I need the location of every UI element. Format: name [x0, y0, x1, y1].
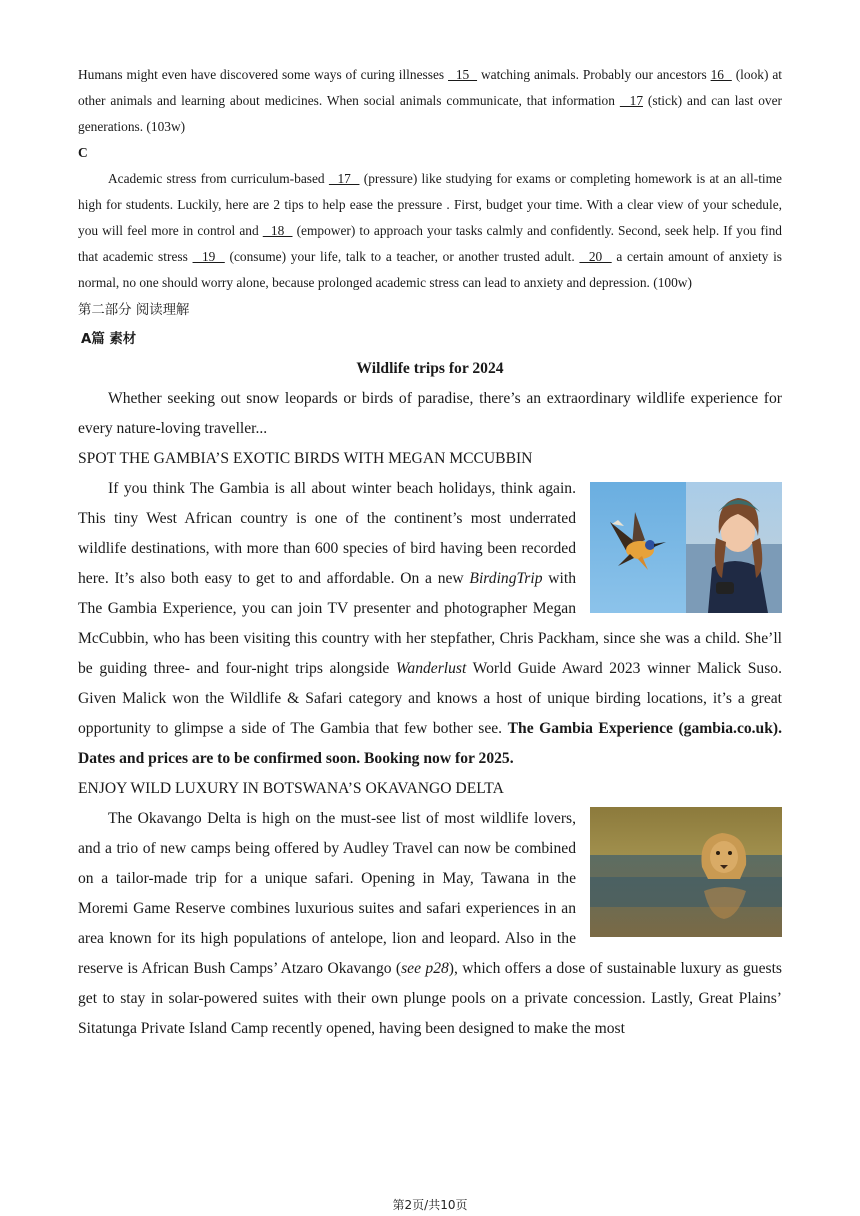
- blank-17: 17: [619, 93, 644, 108]
- italic-title: BirdingTrip: [469, 570, 543, 587]
- text-run: (empower) to approach your tasks calmly and confidently. Second, seek help. If you find that academic stress: [78, 223, 782, 264]
- blank-18: 18: [262, 223, 293, 238]
- blank-19: 19: [192, 249, 225, 264]
- text-run: (consume) your life, talk to a teacher, or another trusted adult.: [224, 249, 580, 264]
- text-run: a certain amount of anxiety is normal, no one should worry alone, because prolonged academic stress can lead to anxiety and depression. (100w): [78, 249, 783, 290]
- cloze-passage-c: [78, 166, 782, 296]
- okavango-heading: ENJOY WILD LUXURY IN BOTSWANA’S OKAVANGO DELTA: [78, 780, 504, 797]
- document-page: [78, 62, 782, 1044]
- text-run: Academic stress from curriculum-based: [108, 171, 329, 186]
- gambia-photo: [590, 482, 782, 613]
- page-reference: see p28: [401, 960, 449, 977]
- text-run: (look) at other animals and learning about medicines. When social animals communicate, that information: [78, 67, 782, 108]
- text-run: Humans might even have discovered some ways of curing illnesses: [78, 67, 449, 82]
- blank-20: 20: [579, 249, 612, 264]
- article-title: Wildlife trips for 2024: [356, 360, 504, 377]
- booking-info: The Gambia Experience (gambia.co.uk). Dates and prices are to be confirmed soon. Booking now for 2025.: [78, 720, 782, 767]
- text-run: (pressure) like studying for exams or completing homework is at an all-time high for students. Luckily, here are 2 tips to help ease the pressure . First, budget your time. With a clear view of your schedule, you will feel more in control and: [78, 171, 782, 238]
- section-label-c: C: [78, 145, 88, 160]
- section-heading: 第二部分 阅读理解: [78, 303, 190, 318]
- italic-title: Wanderlust: [395, 660, 467, 677]
- text-run: with The Gambia Experience, you can join TV presenter and photographer Megan McCubbin, who has been visiting this country with her stepfather, Chris Packham, since she was a child. She’ll be guiding three- and four-night trips alongside: [78, 570, 782, 677]
- lion-photo: [590, 807, 782, 937]
- text-run: If you think The Gambia is all about winter beach holidays, think again. This tiny West African country is one of the continent’s most underrated wildlife destinations, with more than 600 species of bird having been recorded here. It’s also both easy to get to and affordable. On a new: [78, 480, 576, 587]
- blank-15: 15: [448, 67, 478, 82]
- passage-label: A篇 素材: [81, 332, 137, 347]
- gambia-heading: SPOT THE GAMBIA’S EXOTIC BIRDS WITH MEGAN MCCUBBIN: [78, 450, 533, 467]
- blank-17: 17: [328, 171, 360, 186]
- text-run: ), which offers a dose of sustainable luxury as guests get to stay in solar-powered suites with their own plunge pools on a private concession. Lastly, Great Plains’ Sitatunga Private Island Camp recently opened, having been designed to make the most: [78, 960, 782, 1037]
- page-number: 第2页/共10页: [392, 1198, 468, 1212]
- text-run: watching animals. Probably our ancestors: [477, 67, 711, 82]
- article-intro: Whether seeking out snow leopards or birds of paradise, there’s an extraordinary wildlife experience for every nature-loving traveller...: [78, 390, 782, 437]
- text-run: World Guide Award 2023 winner Malick Suso. Given Malick won the Wildlife & Safari category and knows a host of unique birding locations, it’s a great opportunity to glimpse a side of The Gambia that few bother see.: [78, 660, 782, 737]
- cloze-passage-b: [78, 62, 782, 140]
- text-run: The Okavango Delta is high on the must-see list of most wildlife lovers, and a trio of new camps being offered by Audley Travel can now be combined on a tailor-made trip for a unique safari. Opening in May, Tawana in the Moremi Game Reserve combines luxurious suites and safari experiences in an area known for its high populations of antelope, lion and leopard. Also in the reserve is African Bush Camps’ Atzaro Okavango (: [78, 810, 576, 977]
- kingfisher-photo: [590, 482, 686, 613]
- text-run: (stick) and can last over generations. (103w): [78, 93, 782, 134]
- blank-16: 16: [710, 67, 732, 82]
- presenter-photo: [686, 482, 782, 613]
